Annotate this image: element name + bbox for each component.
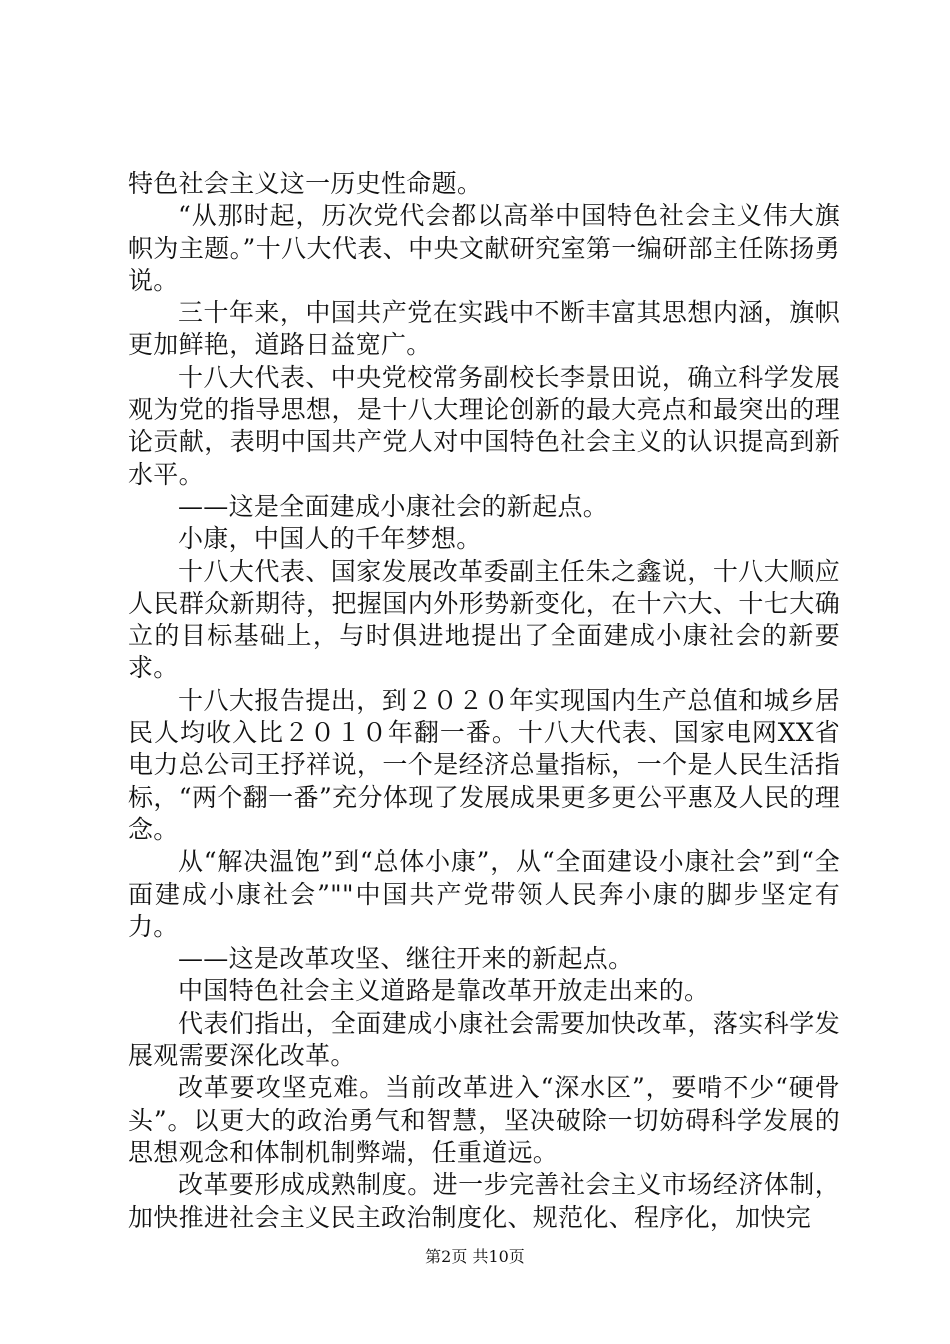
- paragraph-10: ——这是改革攻坚、继往开来的新起点。: [178, 944, 634, 974]
- paragraph-2: “从那时起，历次党代会都以高举中国特色社会主义伟大旗帜为主题。”十八大代表、中央文献研究室第一编研部主任陈扬勇说。: [128, 201, 840, 295]
- document-body: [128, 168, 840, 1234]
- paragraph-3: 三十年来，中国共产党在实践中不断丰富其思想内涵，旗帜更加鲜艳，道路日益宽广。: [128, 298, 840, 360]
- page-footer: [0, 1247, 950, 1267]
- paragraph-4: 十八大代表、中央党校常务副校长李景田说，确立科学发展观为党的指导思想，是十八大理论创新的最大亮点和最突出的理论贡献，表明中国共产党人对中国特色社会主义的认识提高到新水平。: [128, 362, 840, 489]
- paragraph-14: 改革要形成成熟制度。进一步完善社会主义市场经济体制，加快推进社会主义民主政治制度化、规范化、程序化，加快完: [128, 1170, 840, 1232]
- page-number-label: 第2页 共10页: [425, 1247, 525, 1266]
- paragraph-7: 十八大代表、国家发展改革委副主任朱之鑫说，十八大顺应人民群众新期待，把握国内外形势新变化，在十六大、十七大确立的目标基础上，与时俱进地提出了全面建成小康社会的新要求。: [128, 556, 840, 683]
- paragraph-1: 特色社会主义这一历史性命题。: [128, 169, 483, 198]
- paragraph-12: 代表们指出，全面建成小康社会需要加快改革，落实科学发展观需要深化改革。: [128, 1008, 840, 1071]
- paragraph-6: 小康，中国人的千年梦想。: [178, 524, 482, 554]
- paragraph-9: 从“解决温饱”到“总体小康”，从“全面建设小康社会”到“全面建成小康社会”""中国共产党带领人民奔小康的脚步坚定有力。: [128, 847, 840, 941]
- paragraph-5: ——这是全面建成小康社会的新起点。: [178, 491, 609, 521]
- paragraph-8: 十八大报告提出，到２０２０年实现国内生产总值和城乡居民人均收入比２０１０年翻一番。十八大代表、国家电网XX省电力总公司王抒祥说，一个是经济总量指标，一个是人民生活指标，“两个翻一番”充分体现了发展成果更多更公平惠及人民的理念。: [128, 685, 840, 844]
- paragraph-11: 中国特色社会主义道路是靠改革开放走出来的。: [178, 976, 710, 1006]
- paragraph-13: 改革要攻坚克难。当前改革进入“深水区”，要啃不少“硬骨头”。以更大的政治勇气和智慧，坚决破除一切妨碍科学发展的思想观念和体制机制弊端，任重道远。: [128, 1073, 840, 1167]
